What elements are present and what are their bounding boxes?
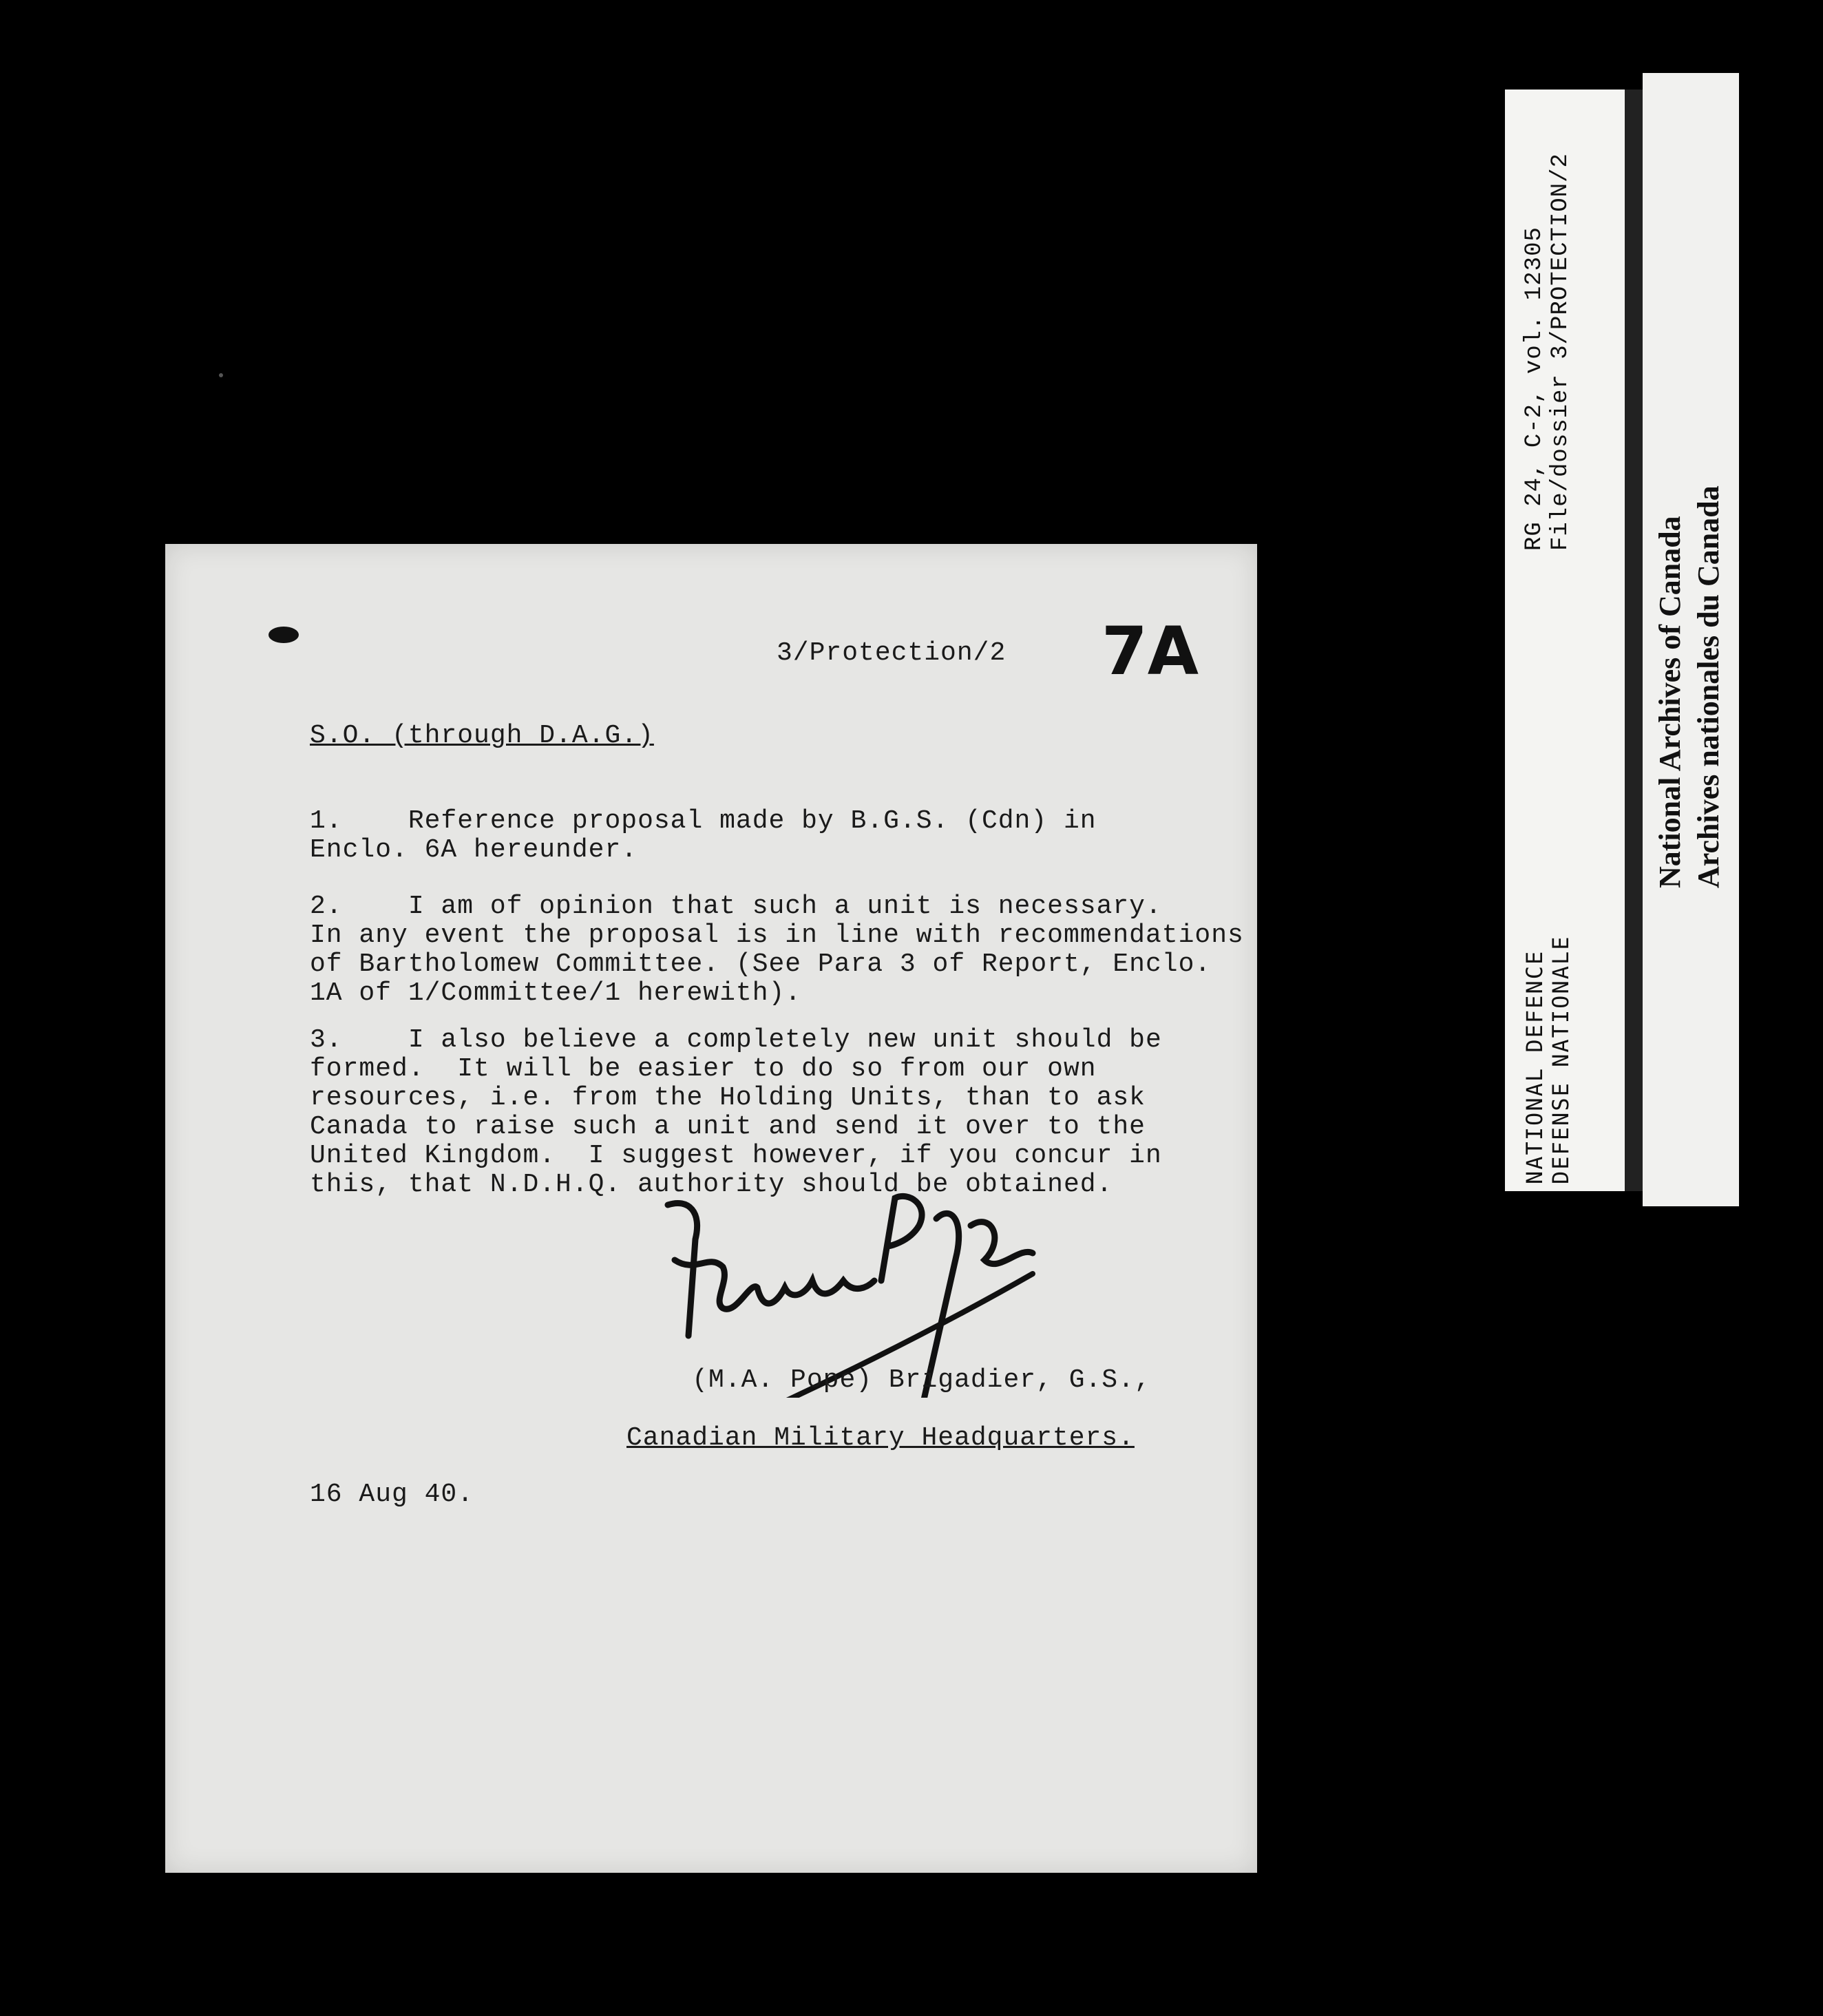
signature-block xyxy=(626,1337,1151,1511)
archives-english: National Archives of Canada xyxy=(1653,516,1687,888)
paragraph-3 xyxy=(310,1026,1162,1199)
paragraph-line: Canada to raise such a unit and send it over to the xyxy=(310,1112,1146,1142)
strip-divider xyxy=(1625,90,1643,1191)
paragraph-line: of Bartholomew Committee. (See Para 3 of Report, Enclo. xyxy=(310,949,1212,979)
paragraph-line: Enclo. 6A hereunder. xyxy=(310,835,638,865)
letter-date: 16 Aug 40. xyxy=(310,1480,474,1509)
paragraph-1 xyxy=(310,807,1097,865)
archives-label xyxy=(1651,485,1728,888)
paragraph-line: 1. Reference proposal made by B.G.S. (Cdn) in xyxy=(310,806,1097,836)
department-line-2: DEFENSE NATIONALE xyxy=(1548,935,1574,1184)
signatory-office: Canadian Military Headquarters. xyxy=(626,1423,1135,1453)
paragraph-line: 3. I also believe a completely new unit should be xyxy=(310,1025,1162,1055)
punch-hole xyxy=(268,627,299,643)
paragraph-line: United Kingdom. I suggest however, if you concur in xyxy=(310,1141,1162,1170)
archives-french: Archives nationales du Canada xyxy=(1692,485,1725,888)
paragraph-line: resources, i.e. from the Holding Units, than to ask xyxy=(310,1083,1146,1113)
reference-line-2: File/dossier 3/PROTECTION/2 xyxy=(1548,153,1574,551)
letter-page xyxy=(165,544,1257,1873)
paragraph-2 xyxy=(310,892,1244,1008)
enclosure-mark: 7A xyxy=(1102,613,1199,690)
paragraph-line: In any event the proposal is in line with recommendations xyxy=(310,921,1244,950)
scan-speck xyxy=(219,373,223,377)
paragraph-line: 2. I am of opinion that such a unit is necessary. xyxy=(310,892,1162,921)
signatory-name: (M.A. Pope) Brigadier, G.S., xyxy=(692,1365,1151,1395)
department-label xyxy=(1521,935,1574,1184)
paragraph-line: this, that N.D.H.Q. authority should be obtained. xyxy=(310,1170,1113,1199)
file-reference: 3/Protection/2 xyxy=(777,638,1007,668)
paragraph-line: 1A of 1/Committee/1 herewith). xyxy=(310,978,802,1008)
addressee-line: S.O. (through D.A.G.) xyxy=(310,721,654,750)
reference-line-1: RG 24, C-2, vol. 12305 xyxy=(1521,227,1548,551)
archival-reference xyxy=(1521,153,1574,551)
paragraph-line: formed. It will be easier to do so from our own xyxy=(310,1054,1097,1084)
department-line-1: NATIONAL DEFENCE xyxy=(1521,949,1548,1184)
